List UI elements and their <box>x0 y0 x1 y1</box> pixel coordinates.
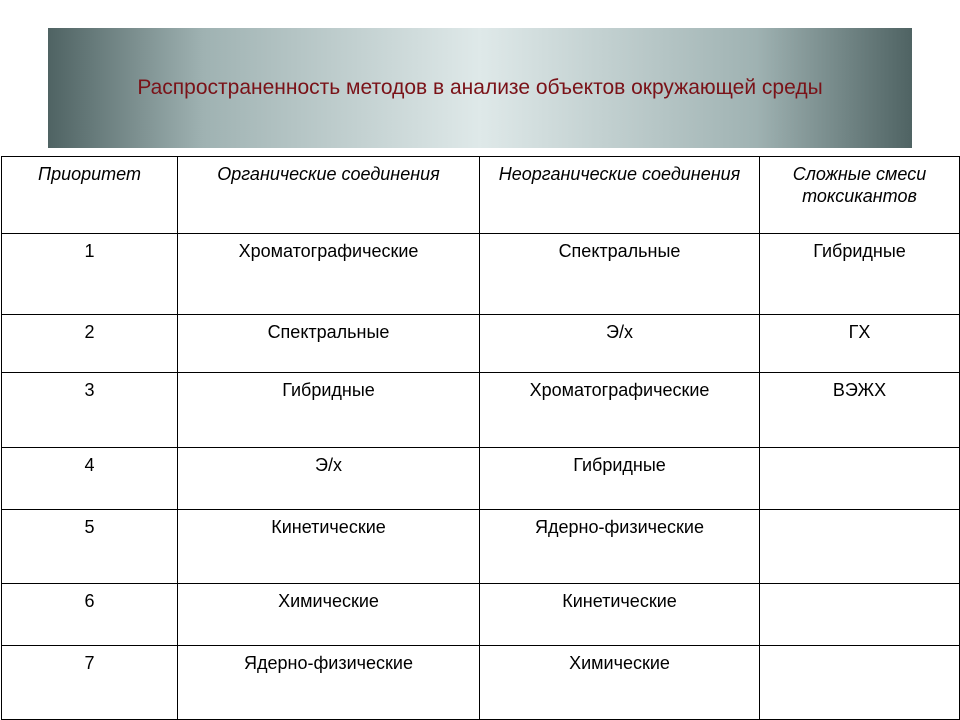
header-mixtures: Сложные смеси токсикантов <box>760 157 960 234</box>
table-row <box>2 315 960 373</box>
mixtures-cell <box>760 584 960 646</box>
header-inorganic: Неорганические соединения <box>480 157 760 234</box>
table-row <box>2 646 960 720</box>
methods-table <box>1 156 960 720</box>
priority-cell: 6 <box>2 584 178 646</box>
table-row <box>2 448 960 510</box>
mixtures-cell <box>760 448 960 510</box>
mixtures-cell: ГХ <box>760 315 960 373</box>
header-priority: Приоритет <box>2 157 178 234</box>
organic-cell: Ядерно-физические <box>178 646 480 720</box>
slide-title: Распространенность методов в анализе объектов окружающей среды <box>137 76 823 99</box>
priority-cell: 1 <box>2 234 178 315</box>
inorganic-cell: Гибридные <box>480 448 760 510</box>
title-banner <box>48 28 912 148</box>
inorganic-cell: Кинетические <box>480 584 760 646</box>
inorganic-cell: Э/х <box>480 315 760 373</box>
organic-cell: Хроматографические <box>178 234 480 315</box>
mixtures-cell <box>760 510 960 584</box>
inorganic-cell: Ядерно-физические <box>480 510 760 584</box>
priority-cell: 2 <box>2 315 178 373</box>
inorganic-cell: Хроматографические <box>480 373 760 448</box>
inorganic-cell: Спектральные <box>480 234 760 315</box>
inorganic-cell: Химические <box>480 646 760 720</box>
header-organic: Органические соединения <box>178 157 480 234</box>
priority-cell: 7 <box>2 646 178 720</box>
organic-cell: Спектральные <box>178 315 480 373</box>
table-row <box>2 584 960 646</box>
organic-cell: Гибридные <box>178 373 480 448</box>
table-header-row <box>2 157 960 234</box>
mixtures-cell: Гибридные <box>760 234 960 315</box>
table-row <box>2 510 960 584</box>
organic-cell: Химические <box>178 584 480 646</box>
organic-cell: Кинетические <box>178 510 480 584</box>
priority-cell: 3 <box>2 373 178 448</box>
table-row <box>2 234 960 315</box>
organic-cell: Э/х <box>178 448 480 510</box>
table-row <box>2 373 960 448</box>
mixtures-cell <box>760 646 960 720</box>
priority-cell: 5 <box>2 510 178 584</box>
mixtures-cell: ВЭЖХ <box>760 373 960 448</box>
priority-cell: 4 <box>2 448 178 510</box>
